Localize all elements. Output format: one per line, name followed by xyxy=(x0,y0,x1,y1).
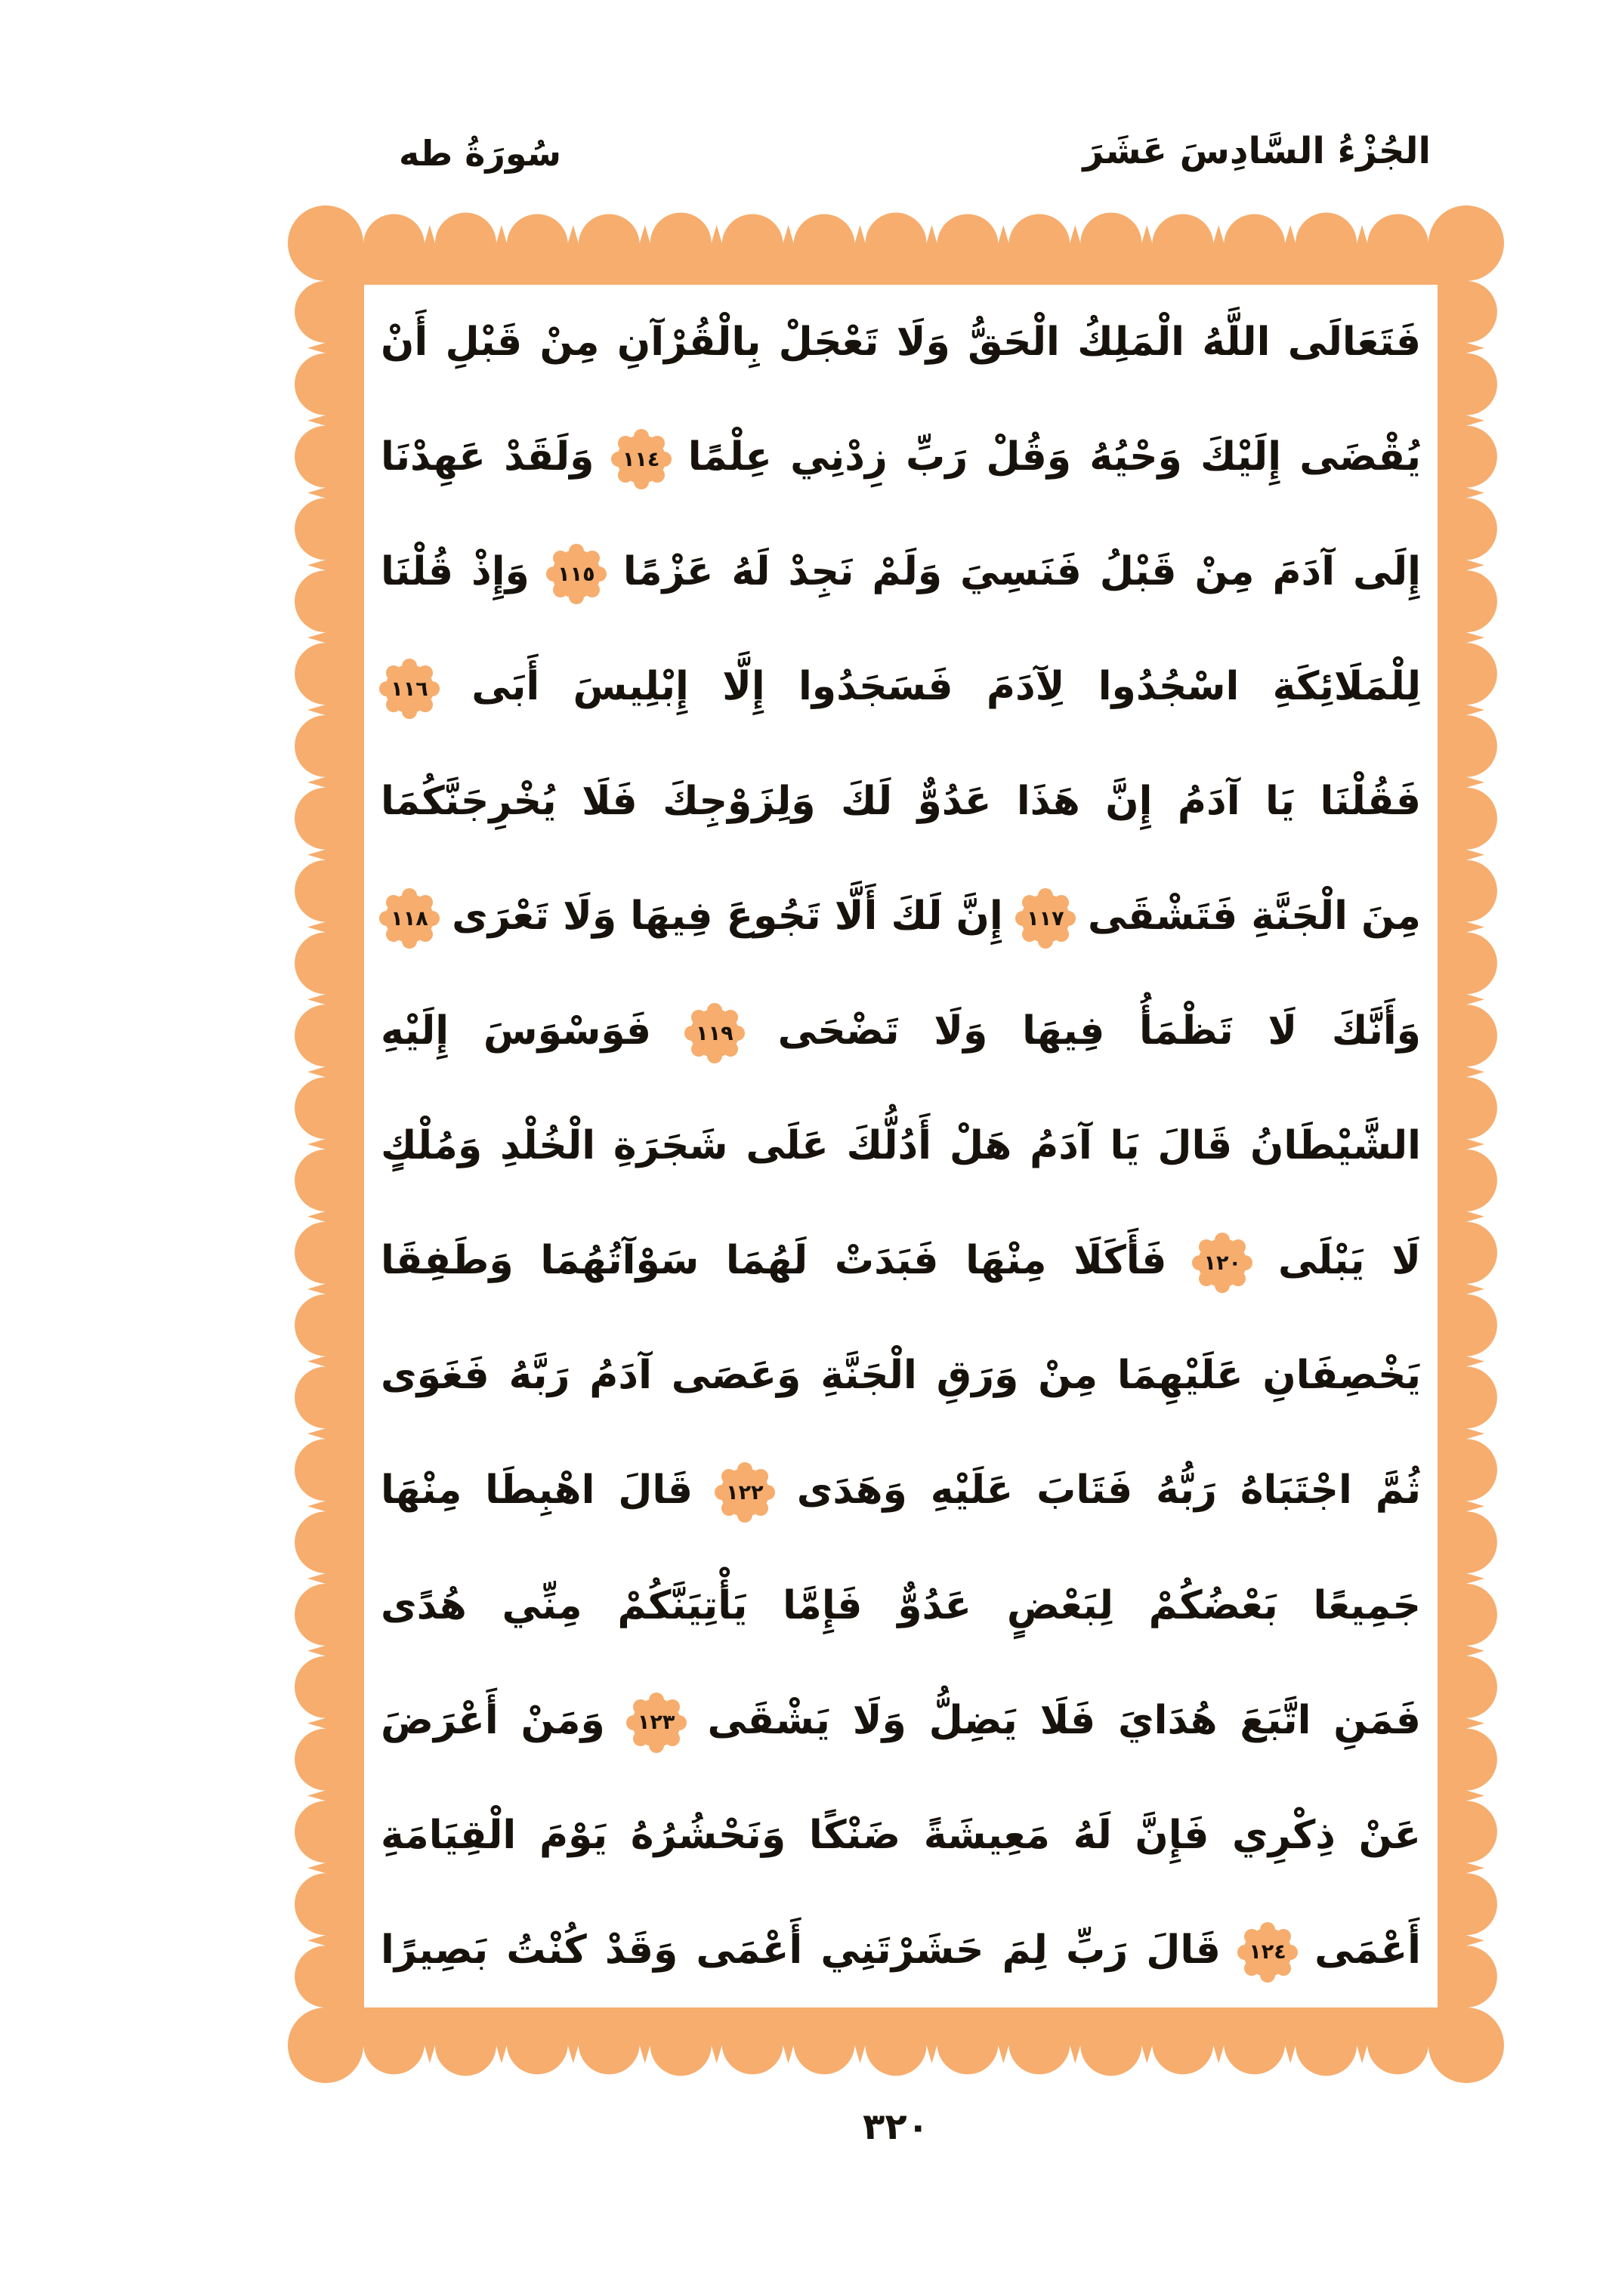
verse-number: ١٢٣ xyxy=(637,1711,675,1735)
juz-title: الجُزْءُ السَّادِسَ عَشَرَ xyxy=(1083,130,1431,172)
ayah-text: قَالَ اهْبِطَا مِنْهَا xyxy=(381,1467,693,1514)
ayah-text: مِنَ الْجَنَّةِ فَتَشْقَى xyxy=(1087,893,1422,940)
ayah-text: إِلَى آدَمَ مِنْ قَبْلُ فَنَسِيَ وَلَمْ نَجِدْ لَهُ عَزْمًا xyxy=(622,549,1422,595)
verse-number-marker xyxy=(1021,894,1070,943)
verse-number-marker xyxy=(552,550,601,598)
ayah-text: إِنَّ لَكَ أَلَّا تَجُوعَ فِيهَا وَلَا تَعْرَى xyxy=(452,893,1003,940)
verse-number: ١٢٠ xyxy=(1203,1251,1241,1275)
surah-title: سُورَةُ طه xyxy=(399,133,561,174)
quran-line xyxy=(364,1663,1438,1778)
ayah-text: فَوَسْوَسَ إِلَيْهِ xyxy=(381,1008,652,1054)
ayah-text: يُقْضَى إِلَيْكَ وَحْيُهُ وَقُلْ رَبِّ زِدْنِي عِلْمًا xyxy=(687,434,1421,480)
verse-number: ١١٥ xyxy=(557,562,595,586)
ayah-text: يَخْصِفَانِ عَلَيْهِمَا مِنْ وَرَقِ الْجَنَّةِ وَعَصَى آدَمُ رَبَّهُ فَغَوَى xyxy=(381,1353,1421,1399)
verse-number-marker xyxy=(385,665,434,713)
ayah-text: لَا يَبْلَى xyxy=(1277,1238,1421,1284)
verse-number: ١١٦ xyxy=(391,677,428,701)
verse-number: ١١٤ xyxy=(622,447,660,471)
quran-line xyxy=(364,859,1438,974)
verse-number-marker xyxy=(721,1468,769,1517)
quran-line xyxy=(364,400,1438,514)
quran-text-area xyxy=(364,285,1438,2007)
ayah-text: الشَّيْطَانُ قَالَ يَا آدَمُ هَلْ أَدُلُّكَ عَلَى شَجَرَةِ الْخُلْدِ وَمُلْكٍ xyxy=(381,1123,1421,1169)
ayah-text: وَأَنَّكَ لَا تَظْمَأُ فِيهَا وَلَا تَضْحَى xyxy=(777,1008,1421,1054)
quran-line xyxy=(364,1778,1438,1893)
ayah-text: فَأَكَلَا مِنْهَا فَبَدَتْ لَهُمَا سَوْآتُهُمَا وَطَفِقَا xyxy=(381,1238,1167,1284)
quran-line xyxy=(364,1088,1438,1203)
quran-line xyxy=(364,1548,1438,1663)
quran-line xyxy=(364,629,1438,744)
ayah-text: ثُمَّ اجْتَبَاهُ رَبُّهُ فَتَابَ عَلَيْهِ وَهَدَى xyxy=(796,1467,1421,1514)
verse-number-marker xyxy=(1243,1928,1292,1977)
verse-number: ١١٧ xyxy=(1027,906,1064,930)
ayah-text: وَمَنْ أَعْرَضَ xyxy=(381,1697,605,1743)
ayah-text: لِلْمَلَائِكَةِ اسْجُدُوا لِآدَمَ فَسَجَدُوا إِلَّا إِبْلِيسَ أَبَى xyxy=(471,664,1422,710)
ayah-text: فَمَنِ اتَّبَعَ هُدَايَ فَلَا يَضِلُّ وَلَا يَشْقَى xyxy=(707,1697,1421,1743)
verse-number: ١٢٢ xyxy=(726,1480,764,1504)
ayah-text: وَلَقَدْ عَهِدْنَا xyxy=(381,434,595,480)
ayah-text: وَإِذْ قُلْنَا xyxy=(381,549,530,595)
verse-number: ١١٩ xyxy=(696,1021,734,1045)
ayah-text: جَمِيعًا بَعْضُكُمْ لِبَعْضٍ عَدُوٌّ فَإِمَّا يَأْتِيَنَّكُمْ مِنِّي هُدًى xyxy=(381,1582,1421,1628)
quran-line xyxy=(364,1318,1438,1433)
verse-number-marker xyxy=(1198,1239,1246,1287)
ayah-text: فَتَعَالَى اللَّهُ الْمَلِكُ الْحَقُّ وَلَا تَعْجَلْ بِالْقُرْآنِ مِنْ قَبْلِ أَنْ xyxy=(381,319,1421,365)
ayah-text: أَعْمَى xyxy=(1314,1927,1421,1973)
page-number: ٣٢٠ xyxy=(863,2106,929,2148)
quran-line xyxy=(364,1203,1438,1318)
ayah-text: عَنْ ذِكْرِي فَإِنَّ لَهُ مَعِيشَةً ضَنْكًا وَنَحْشُرُهُ يَوْمَ الْقِيَامَةِ xyxy=(381,1812,1421,1858)
verse-number: ١٢٤ xyxy=(1249,1940,1286,1964)
verse-number-marker xyxy=(632,1699,681,1747)
quran-line xyxy=(364,285,1438,400)
ayah-text: فَقُلْنَا يَا آدَمُ إِنَّ هَذَا عَدُوٌّ لَكَ وَلِزَوْجِكَ فَلَا يُخْرِجَنَّكُمَا xyxy=(381,779,1421,825)
verse-number-marker xyxy=(385,894,434,943)
quran-line xyxy=(364,974,1438,1088)
quran-line xyxy=(364,514,1438,629)
verse-number-marker xyxy=(617,435,666,483)
verse-number-marker xyxy=(690,1009,739,1057)
ayah-text: قَالَ رَبِّ لِمَ حَشَرْتَنِي أَعْمَى وَقَدْ كُنْتُ بَصِيرًا xyxy=(381,1927,1221,1973)
verse-number: ١١٨ xyxy=(391,906,428,930)
quran-line xyxy=(364,1893,1438,2007)
quran-line xyxy=(364,1433,1438,1548)
quran-line xyxy=(364,744,1438,859)
